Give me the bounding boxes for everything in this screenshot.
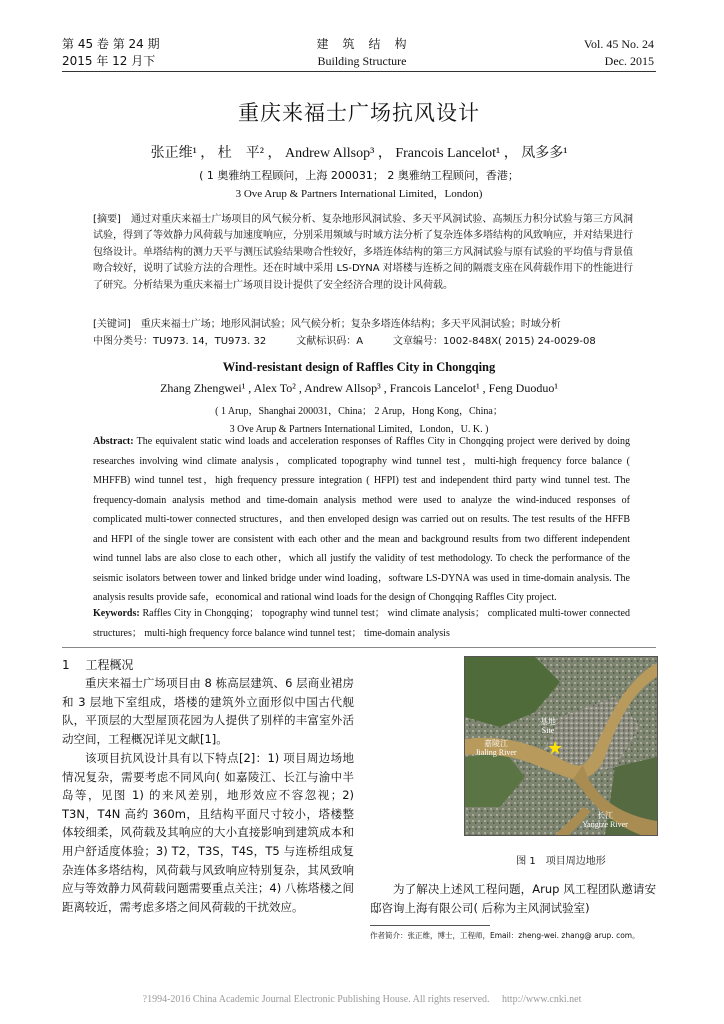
label-site-en: Site: [541, 726, 555, 735]
keywords-en-text: Raffles City in Chongqing； topography wind tunnel test； wind climate analysis； complicated multi-tower connected structures； multi-high frequency force balance wind tunnel test； time-domain analysis: [93, 608, 630, 639]
label-jialing-en: Jialing River: [475, 748, 517, 757]
abstract-en: [93, 432, 630, 608]
figure-1-caption: 图 1 项目周边地形: [516, 856, 606, 867]
label-yangtze-cn: 长江: [597, 811, 613, 820]
section-number: 1: [62, 658, 70, 672]
site-star-icon: ★: [547, 738, 564, 759]
affiliation-en-line2: 3 Ove Arup & Partners International Limited，London，U. K. ): [229, 424, 489, 435]
abstract-en-label: Abstract:: [93, 436, 134, 447]
paragraph-2: 该项目抗风设计具有以下特点[2]：1) 项目周边场地情况复杂，需要考虑不同风向( 如嘉陵江、长江与渝中半岛等，见图 1) 的来风差别，地形效应不容忽视；2) T3N，T4N 高约 360m，且结构平面尺寸较小，塔楼整体较细柔，风荷载及其响应的大小直接影响到建筑成本和用户舒适度体验；3) T2，T3S，T4S，T5 与连桥组成复杂连体多塔结构，风荷载与风致响应特别复杂，其风致响应与等效静力风荷载问题需要重点关注；4) 八栋塔楼之间距离较近，需考虑多塔之间风荷载的干扰效应。: [62, 751, 354, 914]
figure-1-satellite-map: [464, 656, 658, 836]
affiliation-cn-line2: 3 Ove Arup & Partners International Limited，London): [235, 188, 483, 200]
section-heading: [62, 656, 133, 673]
abstract-en-text: The equivalent static wind loads and acceleration responses of Raffles City in Chongqing project were derived by doing researches involving wind climate analysis，complicated topography wind tunnel test，multi-high frequency force balance ( MHFFB) wind tunnel test，high frequency pressure integration ( HFPI) test and independent third party wind tunnel test. The frequency-domain analysis method and time-domain analysis method were used to analyze the wind-induced responses of complicated multi-tower connected structures，and then enveloped design was carried out on results. The test results of the HFFB and HFPI of the single tower are consistent with each other and the mean and background results from two different independent wind tunnel labs are also close to each other，which all justify the validity of test methodology. To check the performance of the seismic isolators between tower and linked bridge under wind loading，software LS-DYNA was used in time-domain analysis. The analysis results provide safe，economical and rational wind loads for the design of Chongqing Raffles City project.: [93, 436, 630, 603]
abstract-cn: [摘要] 通过对重庆来福士广场项目的风气候分析、复杂地形风洞试验、多天平风洞试验、高频压力积分试验与第三方风洞试验，得到了等效静力风荷载与加速度响应，分别采用频域与时域方法分析了复杂连体多塔结构的风致响应，并对结果进行包络设计。单塔结构的测力天平与测压试验结果吻合性较好，多塔连体结构的第三方风洞试验与原有试验的平均值与背景值吻合较好，说明了试验方法的合理性。还在时域中采用 LS-DYNA 对塔楼与连桥之间的隔震支座在风荷载作用下的性能进行了研究。分析结果为重庆来福士广场项目设计提供了安全经济合理的设计风荷载。: [93, 214, 633, 291]
keywords-cn: [关键词] 重庆来福士广场；地形风洞试验；风气候分析；复杂多塔连体结构；多天平风洞试验；时域分析: [93, 319, 561, 330]
label-jialing-cn: 嘉陵江: [484, 739, 508, 748]
section-title: 工程概况: [85, 658, 134, 672]
header-rule: [62, 71, 656, 72]
affiliation-en-line1: ( 1 Arup，Shanghai 200031，China； 2 Arup，Hong Kong，China；: [215, 406, 503, 417]
authors-en: Zhang Zhengwei¹ , Alex To² , Andrew Allsop³ , Francois Lancelot¹ , Feng Duoduo¹: [160, 381, 558, 395]
label-jialing-river: [464, 739, 551, 757]
journal-name-en: Building Structure: [317, 54, 407, 68]
affiliation-cn-line1: ( 1 奥雅纳工程顾问，上海 200031； 2 奥雅纳工程顾问，香港；: [199, 169, 519, 182]
label-yangtze-en: Yangtze River: [582, 820, 628, 829]
abstract-divider: [62, 647, 656, 648]
cnki-footer: ?1994-2016 China Academic Journal Electronic Publishing House. All rights reserved. http://www.cnki.net: [142, 994, 582, 1005]
paragraph-1: 重庆来福士广场项目由 8 栋高层建筑、6 层商业裙房和 3 层地下室组成，塔楼的建筑外立面形似中国古代舰队，平顶层的大型屋顶花园为人提供了别样的丰富室外活动空间，工程概况详见文献[1]。: [62, 676, 354, 746]
journal-name-cn: 建 筑 结 构: [316, 37, 408, 51]
journal-volume-en: Vol. 45 No. 24: [583, 37, 654, 51]
journal-volume-issue: 第 45 卷 第 24 期: [62, 37, 160, 51]
classification-info: 中图分类号：TU973. 14，TU973. 32 文献标识码：A 文章编号：1002-848X( 2015) 24-0029-08: [93, 336, 596, 347]
label-site-cn: 基地: [540, 717, 556, 726]
label-site: [540, 717, 556, 735]
author-note: 作者简介：张正维，博士，工程师，Email：zheng-wei. zhang@ arup. com。: [370, 931, 640, 940]
journal-date-en: Dec. 2015: [604, 54, 654, 68]
footnote-rule: [370, 925, 490, 926]
paper-title-en: Wind-resistant design of Raffles City in Chongqing: [222, 360, 496, 374]
keywords-en: [93, 604, 630, 643]
paper-title-cn: 重庆来福士广场抗风设计: [238, 101, 480, 125]
authors-cn: 张正维¹ ， 杜 平² ， Andrew Allsop³ ， Francois Lancelot¹ ， 凤多多¹: [150, 146, 568, 161]
label-yangtze-river: [557, 811, 653, 829]
paragraph-3: 为了解决上述风工程问题，Arup 风工程团队邀请安邸咨询上海有限公司( 后称为主风洞试验室): [370, 882, 656, 915]
journal-date: 2015 年 12 月下: [62, 54, 156, 68]
keywords-en-label: Keywords:: [93, 608, 140, 619]
